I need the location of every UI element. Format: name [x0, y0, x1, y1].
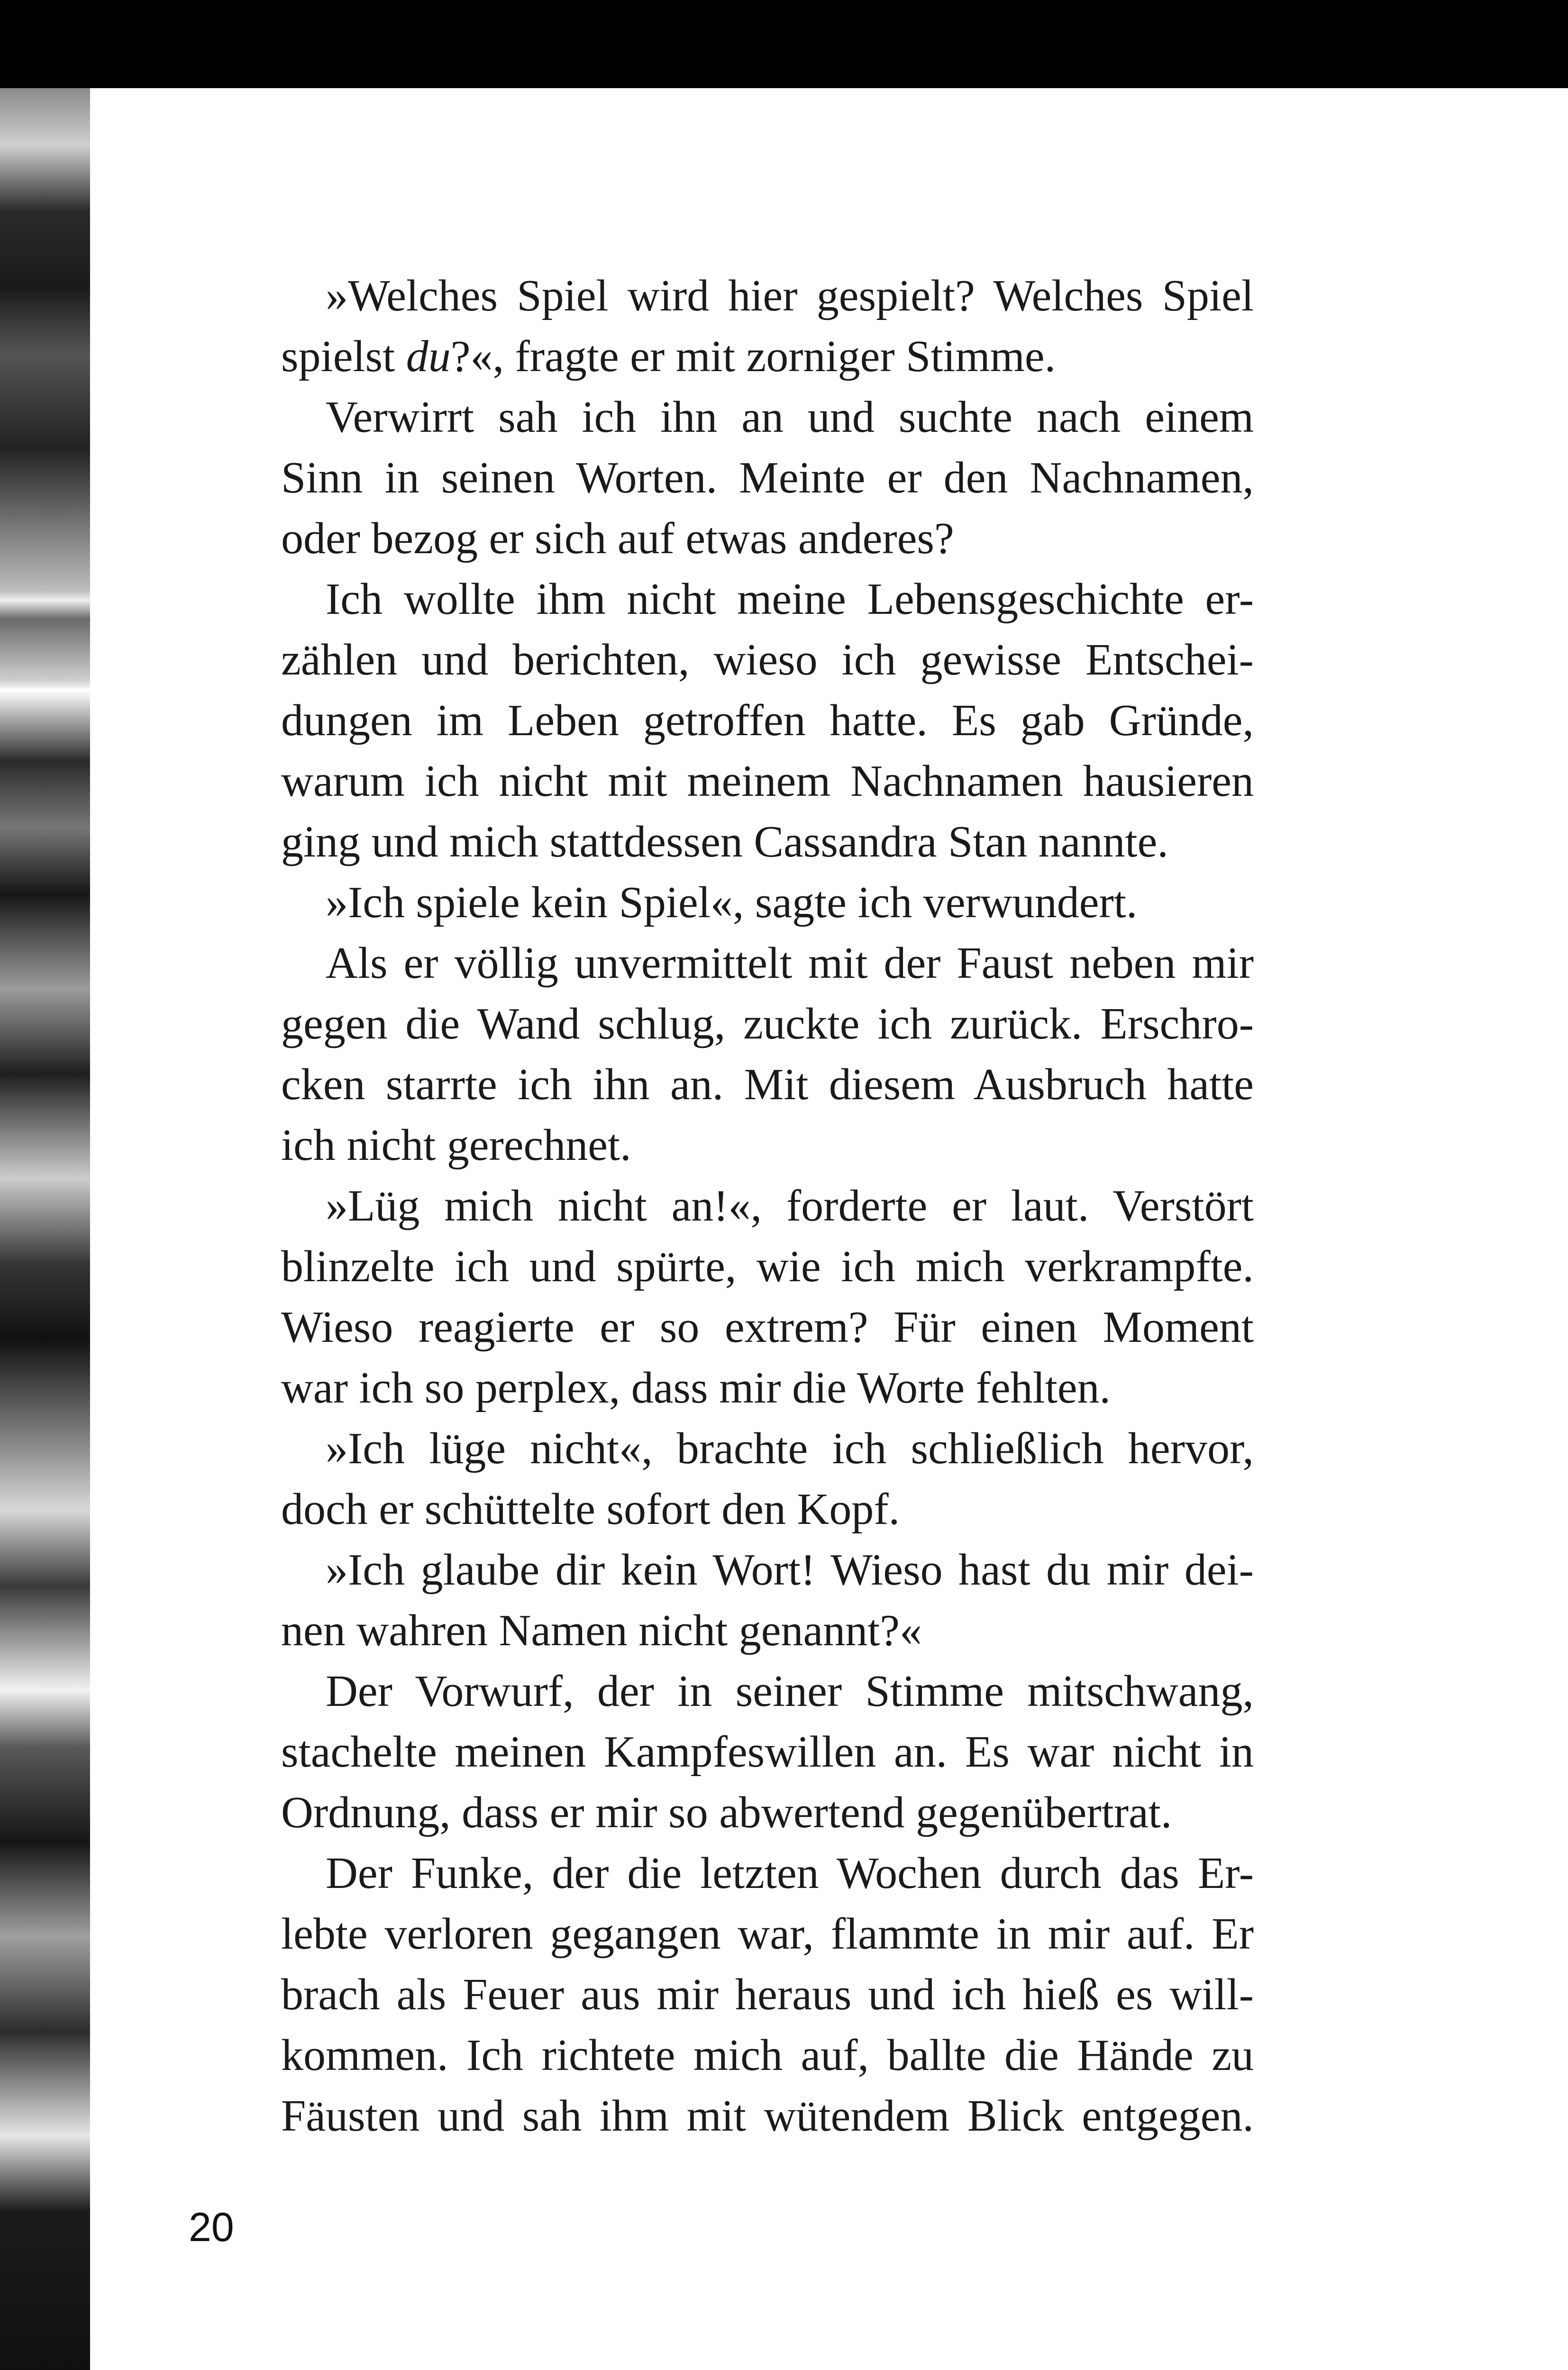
paragraph: [281, 1418, 1254, 1540]
page-edge-strip: [0, 88, 90, 2370]
paragraph: [281, 1661, 1254, 1843]
text-line: zählen und berichten, wieso ich gewisse Entschei-: [281, 635, 1254, 684]
text-line: Als er völlig unvermittelt mit der Faust neben mir: [326, 939, 1254, 988]
paragraph: [281, 933, 1254, 1176]
text-line: Ich wollte ihm nicht meine Lebensgeschichte er-: [326, 574, 1254, 624]
text-line: »Lüg mich nicht an!«, forderte er laut. Verstört: [326, 1181, 1254, 1231]
emphasized-word: du: [406, 332, 451, 381]
paragraph: [281, 387, 1254, 569]
paragraph: [281, 872, 1254, 933]
text-line: war ich so perplex, dass mir die Worte fehlten.: [281, 1363, 1111, 1413]
text-line: Verwirrt sah ich ihn an und suchte nach einem: [326, 392, 1254, 442]
text-line: »Ich glaube dir kein Wort! Wieso hast du mir dei-: [326, 1545, 1254, 1595]
text-line: nen wahren Namen nicht genannt?«: [281, 1606, 922, 1655]
text-line: cken starrte ich ihn an. Mit diesem Ausbruch hatte: [281, 1060, 1254, 1109]
page-body-text: [281, 265, 1254, 2146]
text-line: »Ich lüge nicht«, brachte ich schließlich hervor,: [326, 1424, 1254, 1473]
paragraph: [281, 1843, 1254, 2146]
paragraph: [281, 265, 1254, 387]
text-line: ging und mich stattdessen Cassandra Stan nannte.: [281, 817, 1168, 866]
text-line: lebte verloren gegangen war, flammte in mir auf. Er: [281, 1909, 1254, 1959]
top-black-bar: [0, 0, 1568, 88]
text-line: stachelte meinen Kampfeswillen an. Es war nicht in: [281, 1727, 1254, 1777]
text-line: oder bezog er sich auf etwas anderes?: [281, 514, 954, 563]
text-line: blinzelte ich und spürte, wie ich mich verkrampfte.: [281, 1242, 1254, 1291]
text-segment: ?«, fragte er mit zorniger Stimme.: [450, 332, 1056, 381]
paragraph: [281, 1540, 1254, 1661]
paragraph: [281, 569, 1254, 872]
text-line: Wieso reagierte er so extrem? Für einen Moment: [281, 1303, 1254, 1352]
text-line: brach als Feuer aus mir heraus und ich hieß es will-: [281, 1970, 1254, 2019]
text-line: [281, 326, 1254, 387]
text-line: gegen die Wand schlug, zuckte ich zurück. Erschro-: [281, 999, 1254, 1048]
text-segment: spielst: [281, 332, 406, 381]
text-line: doch er schüttelte sofort den Kopf.: [281, 1485, 900, 1534]
text-line: Der Vorwurf, der in seiner Stimme mitschwang,: [326, 1667, 1254, 1716]
paragraph: [281, 1176, 1254, 1418]
text-line: Ordnung, dass er mir so abwertend gegenübertrat.: [281, 1788, 1172, 1837]
text-line: dungen im Leben getroffen hatte. Es gab Gründe,: [281, 696, 1254, 745]
text-line: Der Funke, der die letzten Wochen durch das Er-: [326, 1849, 1254, 1898]
text-line: kommen. Ich richtete mich auf, ballte die Hände zu: [281, 2031, 1254, 2080]
text-line: Fäusten und sah ihm mit wütendem Blick entgegen.: [281, 2091, 1254, 2141]
text-line: ich nicht gerechnet.: [281, 1121, 631, 1170]
text-line: warum ich nicht mit meinem Nachnamen hausieren: [281, 757, 1254, 806]
text-line: »Ich spiele kein Spiel«, sagte ich verwundert.: [326, 878, 1138, 927]
text-line: Sinn in seinen Worten. Meinte er den Nachnamen,: [281, 453, 1254, 502]
text-line: »Welches Spiel wird hier gespielt? Welches Spiel: [326, 271, 1254, 320]
page-number: 20: [189, 2205, 234, 2250]
